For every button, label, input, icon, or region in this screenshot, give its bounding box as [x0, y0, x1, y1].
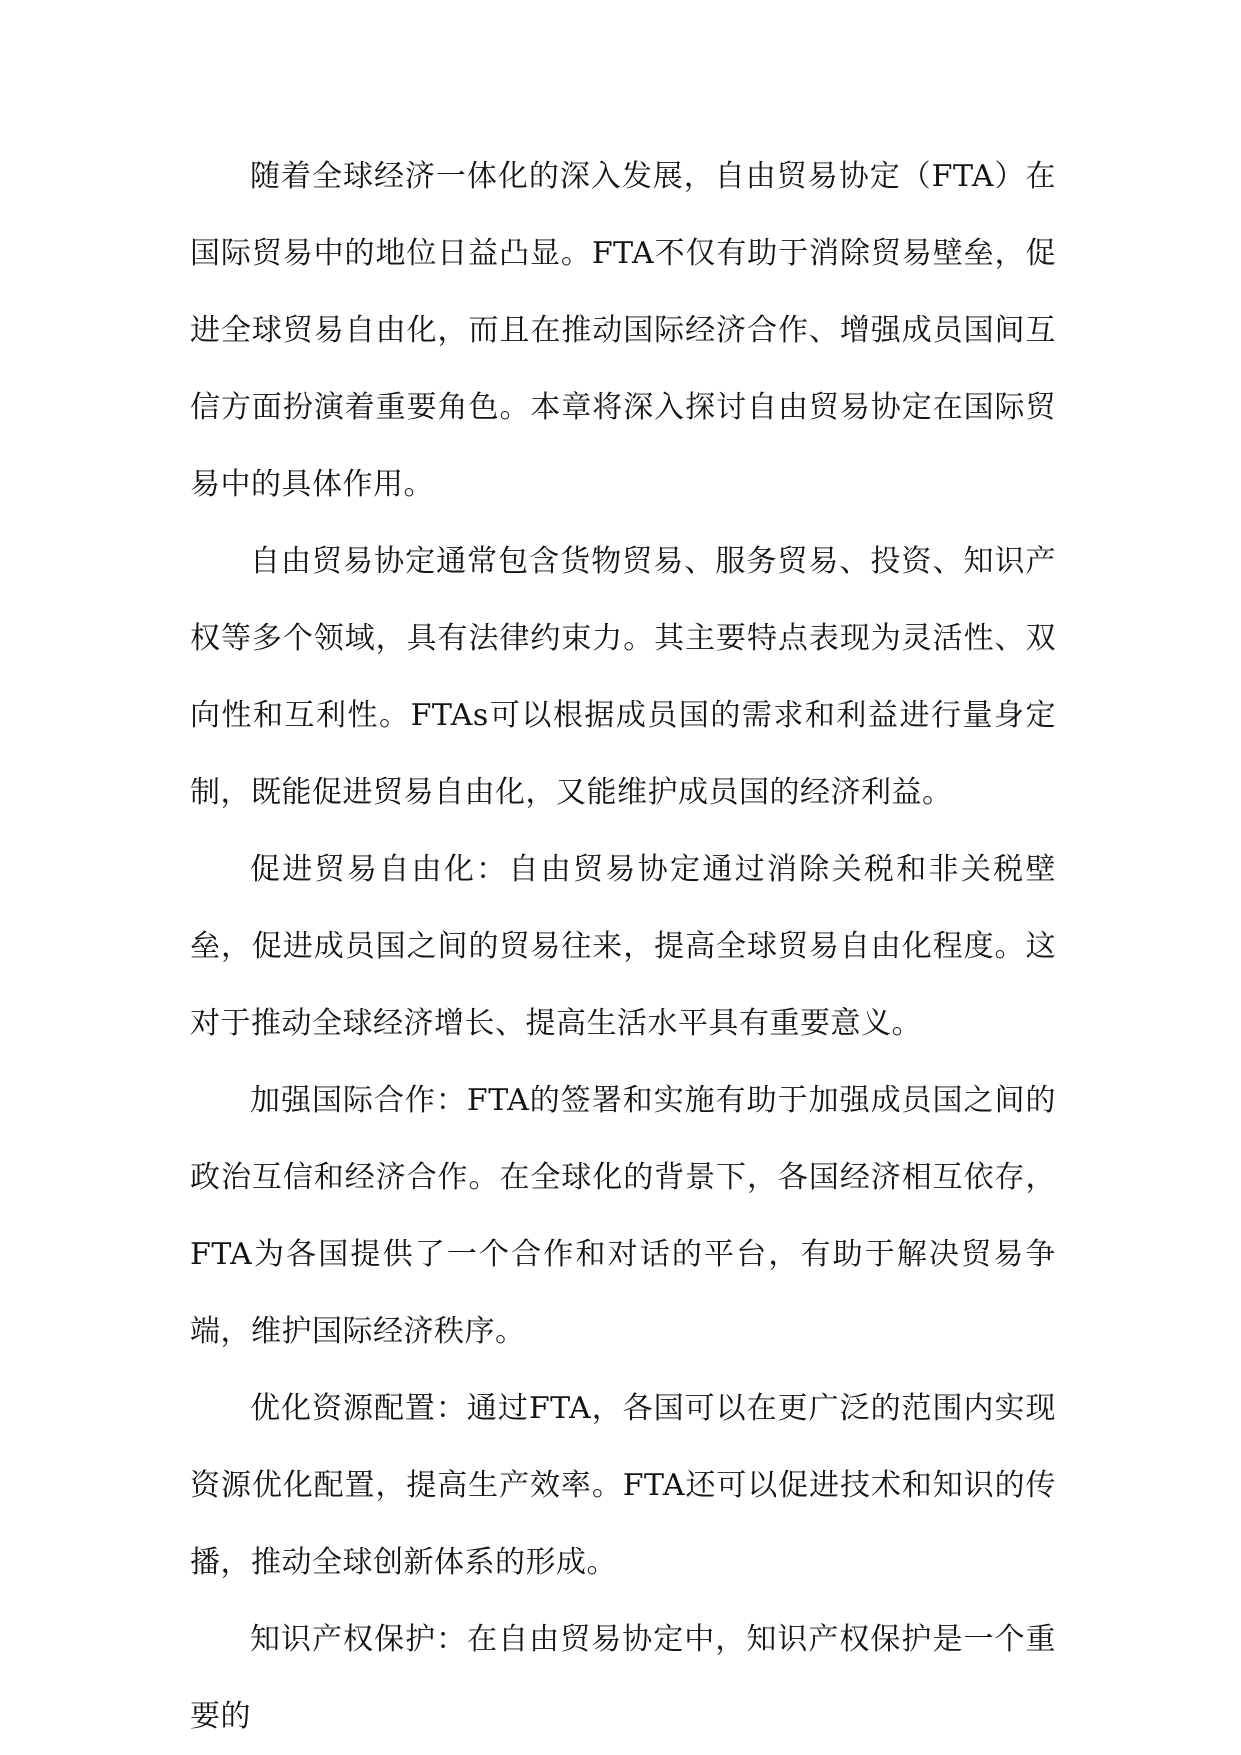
paragraph-trade-liberalization: 促进贸易自由化：自由贸易协定通过消除关税和非关税壁垒，促进成员国之间的贸易往来，提高全球贸易自由化程度。这对于推动全球经济增长、提高生活水平具有重要意义。 [190, 852, 1056, 1041]
paragraph-ip-protection: 知识产权保护：在自由贸易协定中，知识产权保护是一个重要的 [190, 1622, 1056, 1734]
paragraph-intro: 随着全球经济一体化的深入发展，自由贸易协定（FTA）在国际贸易中的地位日益凸显。FTA不仅有助于消除贸易壁垒，促进全球贸易自由化，而且在推动国际经济合作、增强成员国间互信方面扮演着重要角色。本章将深入探讨自由贸易协定在国际贸易中的具体作用。 [190, 159, 1056, 502]
paragraph-fta-characteristics: 自由贸易协定通常包含货物贸易、服务贸易、投资、知识产权等多个领域，具有法律约束力。其主要特点表现为灵活性、双向性和互利性。FTAs可以根据成员国的需求和利益进行量身定制，既能促进贸易自由化，又能维护成员国的经济利益。 [190, 544, 1056, 810]
paragraph-resource-allocation: 优化资源配置：通过FTA，各国可以在更广泛的范围内实现资源优化配置，提高生产效率。FTA还可以促进技术和知识的传播，推动全球创新体系的形成。 [190, 1391, 1056, 1580]
paragraph-international-cooperation: 加强国际合作：FTA的签署和实施有助于加强成员国之间的政治互信和经济合作。在全球化的背景下，各国经济相互依存，FTA为各国提供了一个合作和对话的平台，有助于解决贸易争端，维护国际经济秩序。 [190, 1083, 1056, 1349]
document-body [190, 138, 1056, 1755]
